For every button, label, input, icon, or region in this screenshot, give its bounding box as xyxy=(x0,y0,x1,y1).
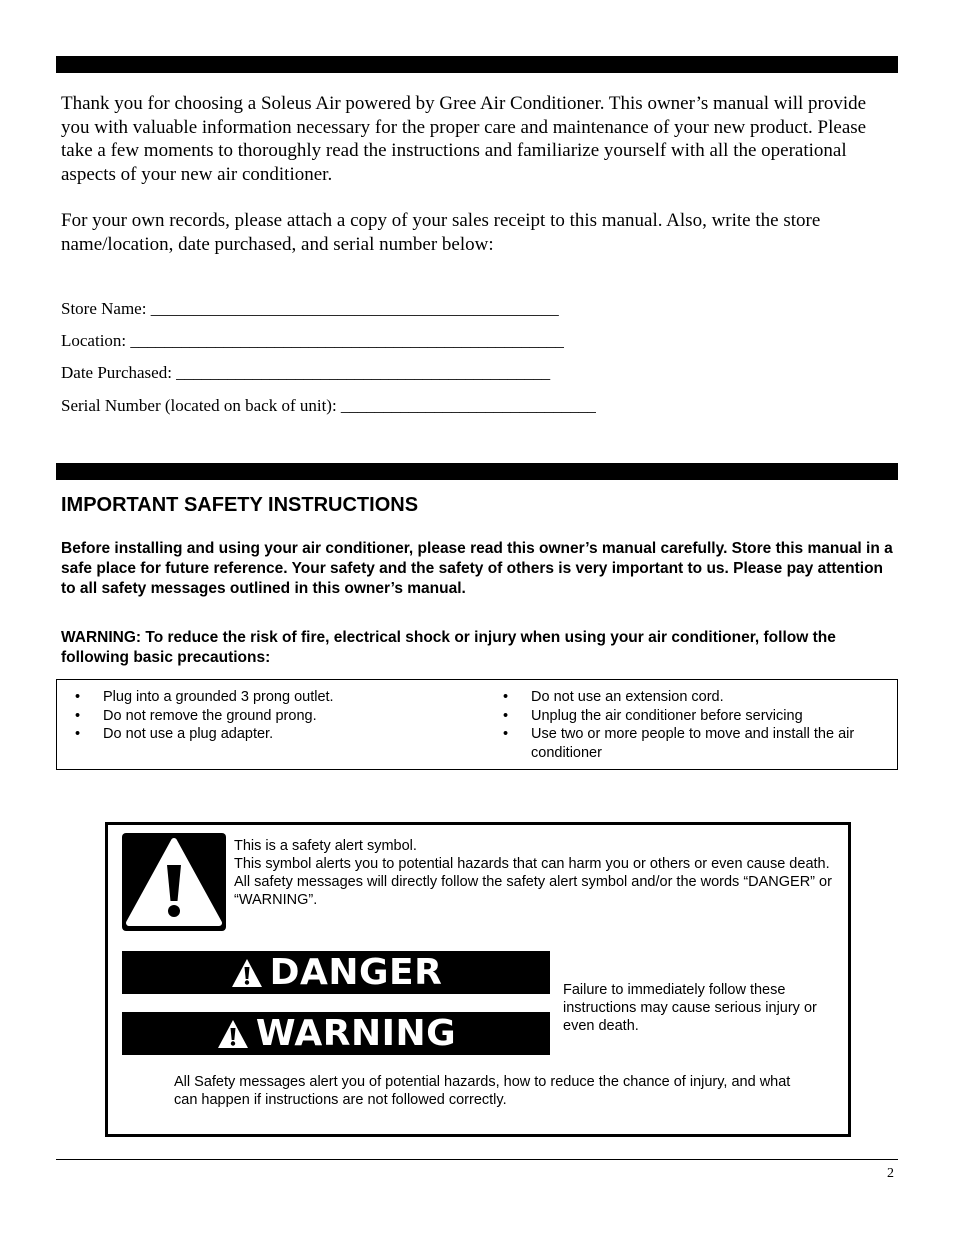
safety-alert-exclamation-icon xyxy=(122,833,226,931)
alert-line-3: All safety messages will directly follow the safety alert symbol and/or the words “DANGER” or “WARNING”. xyxy=(234,874,832,908)
serial-number-field: Serial Number (located on back of unit): ______________________________ xyxy=(61,396,596,415)
safety-section-bar xyxy=(56,463,898,480)
precautions-right-list xyxy=(485,688,895,762)
receipt-paragraph: For your own records, please attach a copy of your sales receipt to this manual. Also, write the store name/location, date purchased, and serial number below: xyxy=(61,210,821,255)
alert-line-1: This is a safety alert symbol. xyxy=(234,838,417,854)
warning-triangle-icon xyxy=(230,957,264,989)
warning-banner xyxy=(122,1012,550,1055)
list-item: • Unplug the air conditioner before servicing xyxy=(485,707,895,726)
list-item: • Do not remove the ground prong. xyxy=(57,707,477,726)
precautions-box xyxy=(56,679,898,770)
failure-text: Failure to immediately follow these instructions may cause serious injury or even death. xyxy=(563,982,817,1034)
footer-rule xyxy=(56,1159,898,1160)
alert-line-2: This symbol alerts you to potential hazards that can harm you or others or even cause death. xyxy=(234,856,830,872)
top-section-bar xyxy=(56,56,898,73)
intro-paragraph: Thank you for choosing a Soleus Air powered by Gree Air Conditioner. This owner’s manual will provide you with valuable information necessary for the proper care and maintenance of your new product. Please take a few moments to thoroughly read the instructions and familiarize yourself with all the operational aspects of your new air conditioner. xyxy=(61,93,867,185)
list-item: • Plug into a grounded 3 prong outlet. xyxy=(57,688,477,707)
page-number: 2 xyxy=(887,1166,894,1181)
store-name-field: Store Name: ________________________________________________ xyxy=(61,299,559,318)
safety-intro: Before installing and using your air conditioner, please read this owner’s manual carefully. Store this manual in a safe place for future reference. Your safety and the safety of others is very important to us. Please pay attention to all safety messages outlined in this owner’s manual. xyxy=(61,540,893,597)
safety-alert-box xyxy=(105,822,851,1137)
warning-label: WARNING xyxy=(255,1013,457,1054)
danger-banner xyxy=(122,951,550,994)
danger-label: DANGER xyxy=(269,952,443,993)
location-field: Location: ___________________________________________________ xyxy=(61,331,564,350)
safety-warning: WARNING: To reduce the risk of fire, electrical shock or injury when using your air conditioner, follow the following basic precautions: xyxy=(61,629,836,666)
safety-heading: IMPORTANT SAFETY INSTRUCTIONS xyxy=(61,494,419,516)
alert-symbol-description xyxy=(234,837,834,909)
list-item: • Use two or more people to move and install the air conditioner xyxy=(485,725,895,762)
list-item: • Do not use a plug adapter. xyxy=(57,725,477,744)
list-item: • Do not use an extension cord. xyxy=(485,688,895,707)
warning-triangle-icon xyxy=(216,1018,250,1050)
date-purchased-field: Date Purchased: ____________________________________________ xyxy=(61,363,551,382)
alert-footer-text: All Safety messages alert you of potential hazards, how to reduce the chance of injury, and what can happen if instructions are not followed correctly. xyxy=(174,1074,791,1108)
precautions-left-list xyxy=(57,688,477,744)
